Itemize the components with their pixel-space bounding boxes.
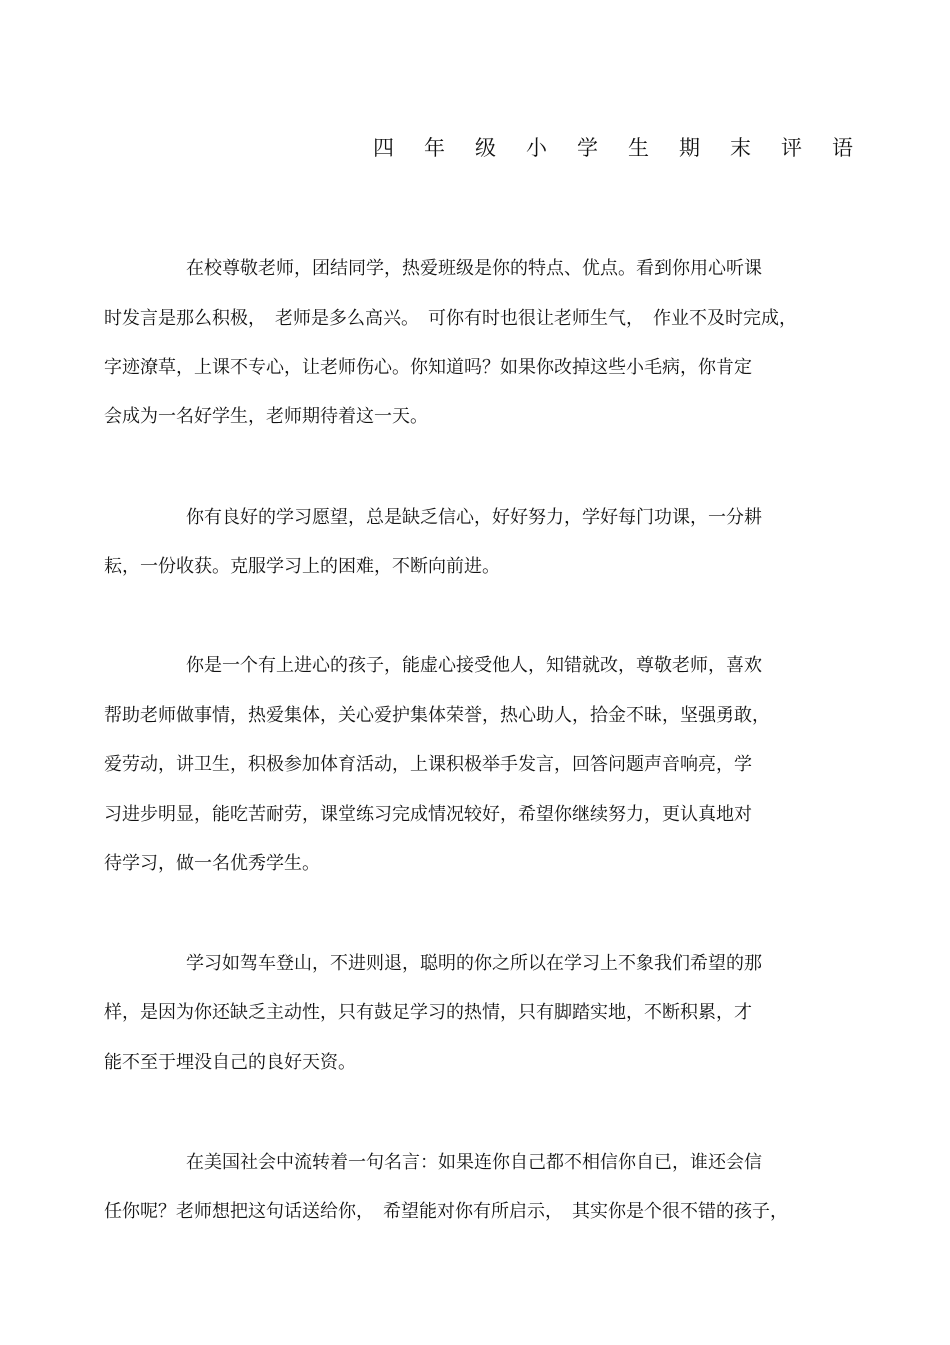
paragraph-2-line-1: 你有良好的学习愿望，总是缺乏信心，好好努力，学好每门功课，一分耕 <box>186 507 762 528</box>
paragraph-3-line-4: 习进步明显，能吃苦耐劳，课堂练习完成情况较好，希望你继续努力，更认真地对 <box>104 804 752 825</box>
document-title: 四年级小学生期末评语 <box>373 136 883 160</box>
paragraph-5-line-2: 任你呢？老师想把这句话送给你， 希望能对你有所启示， 其实你是个很不错的孩子， <box>104 1201 788 1222</box>
paragraph-3-line-1: 你是一个有上进心的孩子，能虚心接受他人，知错就改，尊敬老师，喜欢 <box>186 655 762 676</box>
paragraph-1-line-2: 时发言是那么积极， 老师是多么高兴。 可你有时也很让老师生气， 作业不及时完成， <box>104 308 797 329</box>
paragraph-3-line-3: 爱劳动，讲卫生，积极参加体育活动，上课积极举手发言，回答问题声音响亮，学 <box>104 754 752 775</box>
paragraph-5-line-1: 在美国社会中流转着一句名言：如果连你自己都不相信你自已，谁还会信 <box>186 1152 762 1173</box>
paragraph-4-line-1: 学习如驾车登山，不进则退，聪明的你之所以在学习上不象我们希望的那 <box>186 953 762 974</box>
paragraph-3-line-5: 待学习，做一名优秀学生。 <box>104 853 320 874</box>
paragraph-1-line-4: 会成为一名好学生，老师期待着这一天。 <box>104 406 428 427</box>
paragraph-4-line-3: 能不至于埋没自己的良好天资。 <box>104 1052 356 1073</box>
paragraph-3-line-2: 帮助老师做事情，热爱集体，关心爱护集体荣誉，热心助人，拾金不昧，坚强勇敢， <box>104 705 770 726</box>
paragraph-2-line-2: 耘，一份收获。克服学习上的困难，不断向前进。 <box>104 556 500 577</box>
paragraph-4-line-2: 样，是因为你还缺乏主动性，只有鼓足学习的热情，只有脚踏实地，不断积累，才 <box>104 1002 752 1023</box>
paragraph-1-line-3: 字迹潦草，上课不专心，让老师伤心。你知道吗？如果你改掉这些小毛病，你肯定 <box>104 357 752 378</box>
paragraph-1-line-1: 在校尊敬老师，团结同学，热爱班级是你的特点、优点。看到你用心听课 <box>186 258 762 279</box>
